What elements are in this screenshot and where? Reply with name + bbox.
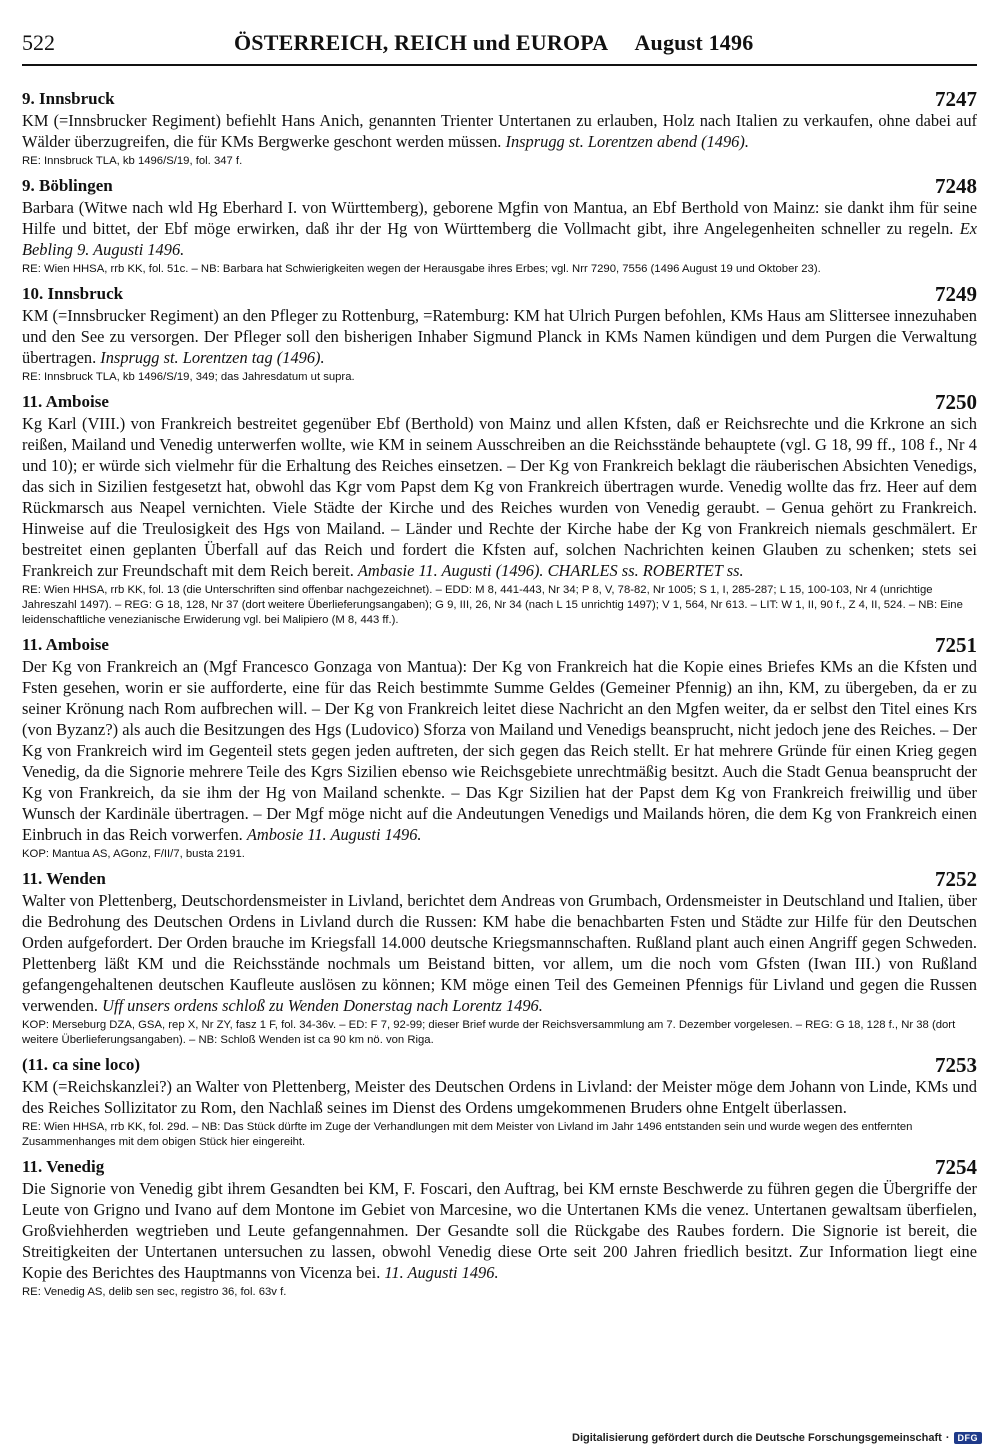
- entry-date: (11. ca sine loco): [22, 1055, 141, 1074]
- entry-text: Kg Karl (VIII.) von Frankreich bestreitet gegenüber Ebf (Berthold) von Mainz und allen Kfsten, daß er Reichsrechte und die Krkrone an sich reißen, Mailand und Venedig unterwerfen wollte, wie KM in seinem Ausschreiben an die Reichsstände behauptete (vgl. G 18, 99 ff., 108 f., Nr 4 und 10); er würde sich vielmehr für die Erhaltung des Reiches einsetzen. – Der Kg von Frankreich beklagt die räuberischen Absichten Venedigs, das sich in Sizilien festgesetzt hat, obwohl das Kgr vom Papst dem Kg von Frankreich übertragen wurde. Venedig wollte das frz. Heer auf dem Rückmarsch aus Neapel vernichten. Viele Städte der Kirche und des Reiches wurden von Venedig geraubt. – Genua gehört zu Frankreich. Hinweise auf die Treulosigkeit des Hgs von Mailand. – Länder und Rechte der Kirche habe der Kg von Frankreich niemals geschmälert. Er bestreitet einen geplanten Überfall auf das Reich und fordert die Kfsten auf, solchen Nachrichten keinen Glauben zu schenken; stets sei Frankreich zur Freundschaft mit dem Reich bereit. Ambasie 11. Augusti (1496). CHARLES ss. ROBERTET ss.: [22, 414, 977, 580]
- entry-7252: [22, 868, 977, 1048]
- entry-note: KOP: Mantua AS, AGonz, F/II/7, busta 2191.: [22, 848, 245, 860]
- entry-number: 7254: [935, 1155, 977, 1179]
- entry-text: Walter von Plettenberg, Deutschordensmeister in Livland, berichtet dem Andreas von Grumbach, Ordensmeister in Deutschland und Italien, über die Bedrohung des Deutschen Ordens in Livland durch die Russen: KM habe die benachbarten Fsten und Städte zur Hilfe für den Deutschen Orden aufgefordert. Der Orden brauche im Kriegsfall 14.000 deutsche Kriegsmannschaften. Rußland plant auch einen Angriff gegen Schweden. Plettenberg läßt KM und die Reichsstände nochmals um Beistand bitten, vor allem, um die noch vom Gfsten (Iwan III.) von Rußland gefangengehaltenen deutschen Kaufleute auslösen zu können; KM möge einen Teil des Gemeinen Pfennigs für Livland und gegen die Russen verwenden. Uff unsers ordens schloß zu Wenden Donerstag nach Lorentz 1496.: [22, 891, 977, 1015]
- entry-text: Der Kg von Frankreich an (Mgf Francesco Gonzaga von Mantua): Der Kg von Frankreich hat die Kopie eines Briefes KMs an die Kfsten und Fsten gesehen, worin er sie aufforderte, eine für das Reich bestimmte Summe Geldes (Gemeiner Pfennig) an ihn, KM, zu übergeben, da er zu seiner Krönung nach Rom aufbrechen will. – Der Kg von Frankreich leitet diese Nachricht an den Mgfen weiter, da er selbst den Titel eines Krs (von Byzanz?) als auch die Besitzungen des Hgs (Ludovico) Sforza von Mailand und Venedigs beansprucht, nicht jedoch jene des Reiches. – Der Kg von Frankreich wird im Gegenteil stets gegen jeden auftreten, der sich gegen das Reich stellt. Er hat mehrere Gründe für einen Krieg gegen Venedig, da die Signorie mehrere Teile des Kgrs Sizilien ebenso wie Reichsgebiete unrechtmäßig besitzt. Auch die Stadt Genua beansprucht der Kg von Frankreich, da sie ihm der Hg von Mailand schenkte. – Das Kgr Sizilien hat der Papst dem Kg von Frankreich freiwillig und über Wunsch der Kardinäle übertragen. – Der Mgf möge nicht auf die Andeutungen Venedigs und Mailands hören, die dem Kg von Frankreich einen Einbruch in das Reich vorwerfen. Ambosie 11. Augusti 1496.: [22, 657, 977, 844]
- entry-note: KOP: Merseburg DZA, GSA, rep X, Nr ZY, fasz 1 F, fol. 34-36v. – ED: F 7, 92-99; dieser Brief wurde der Reichsversammlung am 7. Dezember vorgelesen. – REG: G 18, 128 f., Nr 38 (dort weitere Überlieferungsangaben). – NB: Schloß Wenden ist ca 90 km nö. von Riga.: [22, 1019, 956, 1046]
- entry-number: 7249: [935, 282, 977, 306]
- entry-7247: [22, 88, 977, 169]
- entry-note: RE: Innsbruck TLA, kb 1496/S/19, fol. 347 f.: [22, 155, 243, 167]
- entry-text: KM (=Reichskanzlei?) an Walter von Plettenberg, Meister des Deutschen Ordens in Livland: der Meister möge dem Johann von Linde, KMs und des Reiches Sollizitator zu Rom, den Nachlaß seines im Dienst des Ordens umgekommenen Bruders ohne Entgelt überlassen.: [22, 1077, 977, 1117]
- digitization-footer: Digitalisierung gefördert durch die Deutsche Forschungsgemeinschaft · DFG: [572, 1430, 982, 1446]
- entry-note: RE: Wien HHSA, rrb KK, fol. 13 (die Unterschriften sind offenbar nachgezeichnet). – EDD: M 8, 441-443, Nr 34; P 8, V, 78-82, Nr 1005; S 1, I, 285-287; L 15, 100-103, Nr 4 (unrichtige Jahreszahl 1497). – REG: G 18, 128, Nr 37 (dort weitere Überlieferungsangaben); G 9, III, 26, Nr 34 (nach L 15 unrichtig 1497); V 1, 564, Nr 613. – LIT: W 1, II, 90 f., Z 4, II, 524. – NB: Eine leidenschaftliche venezianische Erwiderung vgl. bei Malipiero (M 8, 443 ff.).: [22, 584, 963, 626]
- entry-date: 11. Wenden: [22, 869, 106, 888]
- page-header: [22, 30, 977, 62]
- entry-date: 9. Innsbruck: [22, 89, 115, 108]
- entry-number: 7251: [935, 633, 977, 657]
- entry-note: RE: Innsbruck TLA, kb 1496/S/19, 349; das Jahresdatum ut supra.: [22, 371, 355, 383]
- entry-number: 7247: [935, 87, 977, 111]
- entry-text: Die Signorie von Venedig gibt ihrem Gesandten bei KM, F. Foscari, den Auftrag, bei KM ernste Beschwerde zu führen gegen die Übergriffe der Leute von Grigno und Ivano auf dem Montone im Gebiet von Marcesine, wo die Untertanen KMs die venez. Untertanen gewaltsam überfielen, Großviehherden wegtrieben und Leute gefangennahmen. Der Gesandte soll die Rückgabe des Raubes fordern. Die Signorie ist bereit, die Streitigkeiten der Untertanen untersuchen zu lassen, obwohl Venedig diese Orte seit 200 Jahren friedlich besitzt. Zur Information liegt eine Kopie des Berichtes des Hauptmanns von Vicenza bei. 11. Augusti 1496.: [22, 1179, 977, 1282]
- entry-7249: [22, 283, 977, 385]
- entry-date: 10. Innsbruck: [22, 284, 124, 303]
- footer-credit: Digitalisierung gefördert durch die Deutsche Forschungsgemeinschaft: [572, 1432, 942, 1444]
- entry-number: 7248: [935, 174, 977, 198]
- header-divider: [22, 64, 977, 66]
- entry-number: 7253: [935, 1053, 977, 1077]
- running-title: ÖSTERREICH, REICH und EUROPA August 1496: [234, 30, 754, 55]
- entry-date: 11. Amboise: [22, 635, 109, 654]
- entry-7251: [22, 634, 977, 862]
- entry-date: 11. Amboise: [22, 392, 109, 411]
- dfg-logo-icon: DFG: [954, 1432, 983, 1444]
- entry-7248: [22, 175, 977, 277]
- entry-text: KM (=Innsbrucker Regiment) an den Pfleger zu Rottenburg, =Ratemburg: KM hat Ulrich Purgen befohlen, KMs Haus am Slittersee innezuhaben und den See zu versorgen. Der Pfleger soll den bisherigen Inhaber Sigmund Planck in KMs Namen kündigen und dem Purgen die Verwaltung übertragen. Insprugg st. Lorentzen tag (1496).: [22, 306, 977, 367]
- page-number: 522: [22, 30, 55, 55]
- entry-number: 7252: [935, 867, 977, 891]
- entry-note: RE: Venedig AS, delib sen sec, registro 36, fol. 63v f.: [22, 1286, 287, 1298]
- entry-date: 9. Böblingen: [22, 176, 113, 195]
- entry-text: Barbara (Witwe nach wld Hg Eberhard I. von Württemberg), geborene Mgfin von Mantua, an Ebf Berthold von Mainz: sie dankt ihm für seine Hilfe und bittet, der Ebf möge erwirken, daß ihr der Hg von Württemberg die Vollmacht gibt, ihre Angelegenheiten schneller zu regeln. Ex Bebling 9. Augusti 1496.: [22, 198, 977, 259]
- entries-list: [22, 88, 977, 1306]
- entry-7250: [22, 391, 977, 628]
- entry-text: KM (=Innsbrucker Regiment) befiehlt Hans Anich, genannten Trienter Untertanen zu erlauben, Holz nach Italien zu verkaufen, ohne dabei auf Wälder überzugreifen, die für KMs Bergwerke geschont werden müssen. Insprugg st. Lorentzen abend (1496).: [22, 111, 977, 151]
- entry-7253: [22, 1054, 977, 1150]
- entry-number: 7250: [935, 390, 977, 414]
- entry-date: 11. Venedig: [22, 1157, 105, 1176]
- entry-note: RE: Wien HHSA, rrb KK, fol. 51c. – NB: Barbara hat Schwierigkeiten wegen der Herausgabe ihres Erbes; vgl. Nrr 7290, 7556 (1496 August 19 und Oktober 23).: [22, 263, 821, 275]
- entry-7254: [22, 1156, 977, 1300]
- entry-note: RE: Wien HHSA, rrb KK, fol. 29d. – NB: Das Stück dürfte im Zuge der Verhandlungen mit dem Meister von Livland im Jahr 1496 entstanden sein und wurde wegen des entfernten Zusammenhanges mit dem obigen Stück hier eingereiht.: [22, 1121, 913, 1148]
